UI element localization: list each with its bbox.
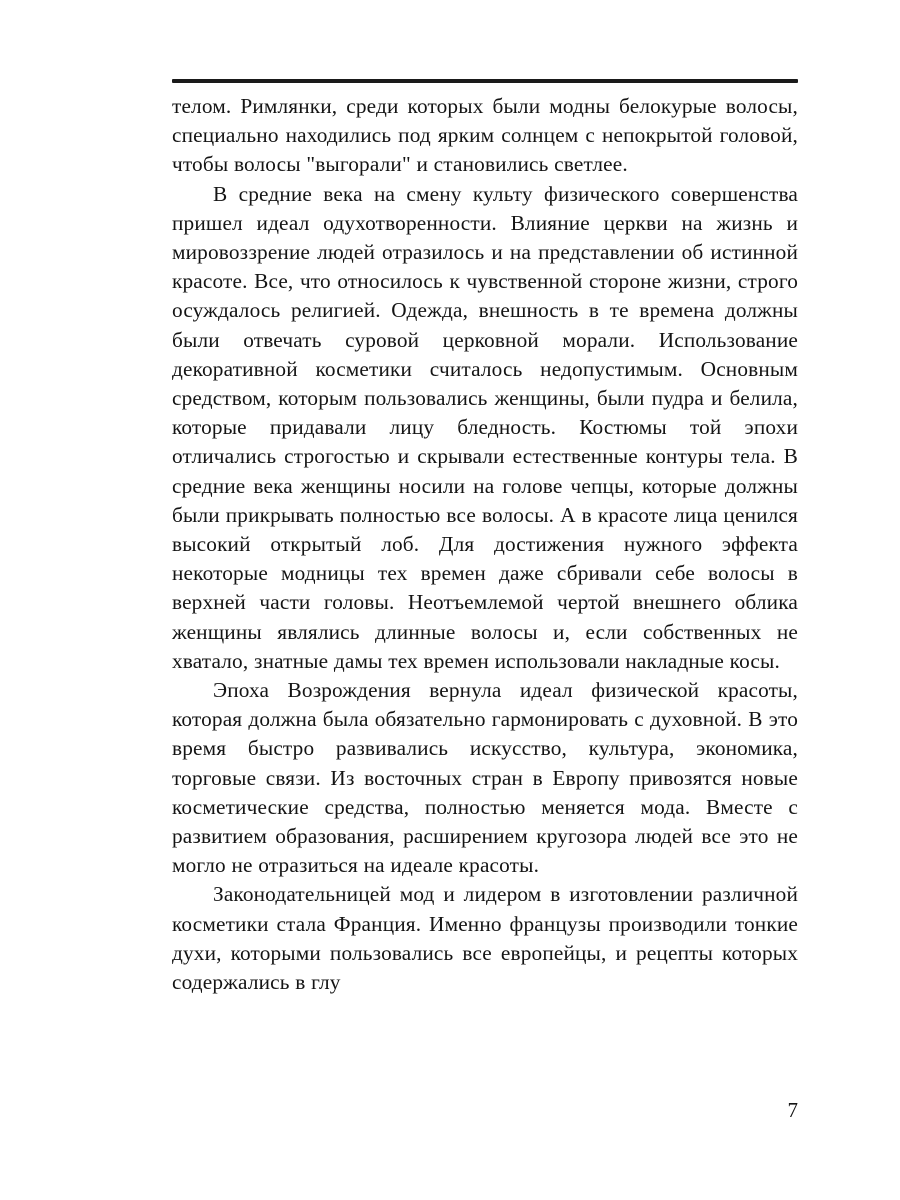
paragraph-2: В средние века на смену культу физического совершенства пришел идеал одухотворенности. Влияние церкви на жизнь и мировоззрение людей отразилось и на представлении об истинной красоте. Все, что относилось к чувственной стороне жизни, строго осуждалось религией. Одежда, внешность в те времена должны были отвечать суровой церковной морали. Использование декоративной косметики считалось недопустимым. Основным средством, которым пользовались женщины, были пудра и белила, которые придавали лицу бледность. Костюмы той эпохи отличались строгостью и скрывали естественные контуры тела. В средние века женщины носили на голове чепцы, которые должны были прикрывать полностью все волосы. А в красоте лица ценился высокий открытый лоб. Для достижения нужного эффекта некоторые модницы тех времен даже сбривали себе волосы в верхней части головы. Неотъемлемой чертой внешнего облика женщины являлись длинные волосы и, если собственных не хватало, знатные дамы тех времен использовали накладные косы. [172, 181, 798, 673]
page-number: 7 [787, 1098, 798, 1122]
header-rule [172, 79, 798, 83]
body-text-block [172, 92, 798, 997]
paragraph-3: Эпоха Возрождения вернула идеал физической красоты, которая должна была обязательно гармонировать с духовной. В это время быстро развивались искусство, культура, экономика, торговые связи. Из восточных стран в Европу привозятся новые косметические средства, полностью меняется мода. Вместе с развитием образования, расширением кругозора людей все это не могло не отразиться на идеале красоты. [172, 678, 798, 878]
paragraph-4: Законодательницей мод и лидером в изготовлении различной косметики стала Франция. Именно французы производили тонкие духи, которыми пользовались все европейцы, и рецепты которых содержались в глу [172, 882, 798, 995]
paragraph-1: телом. Римлянки, среди которых были модны белокурые волосы, специально находились под ярким солнцем с непокрытой головой, чтобы волосы "выгорали" и становились светлее. [172, 94, 798, 177]
